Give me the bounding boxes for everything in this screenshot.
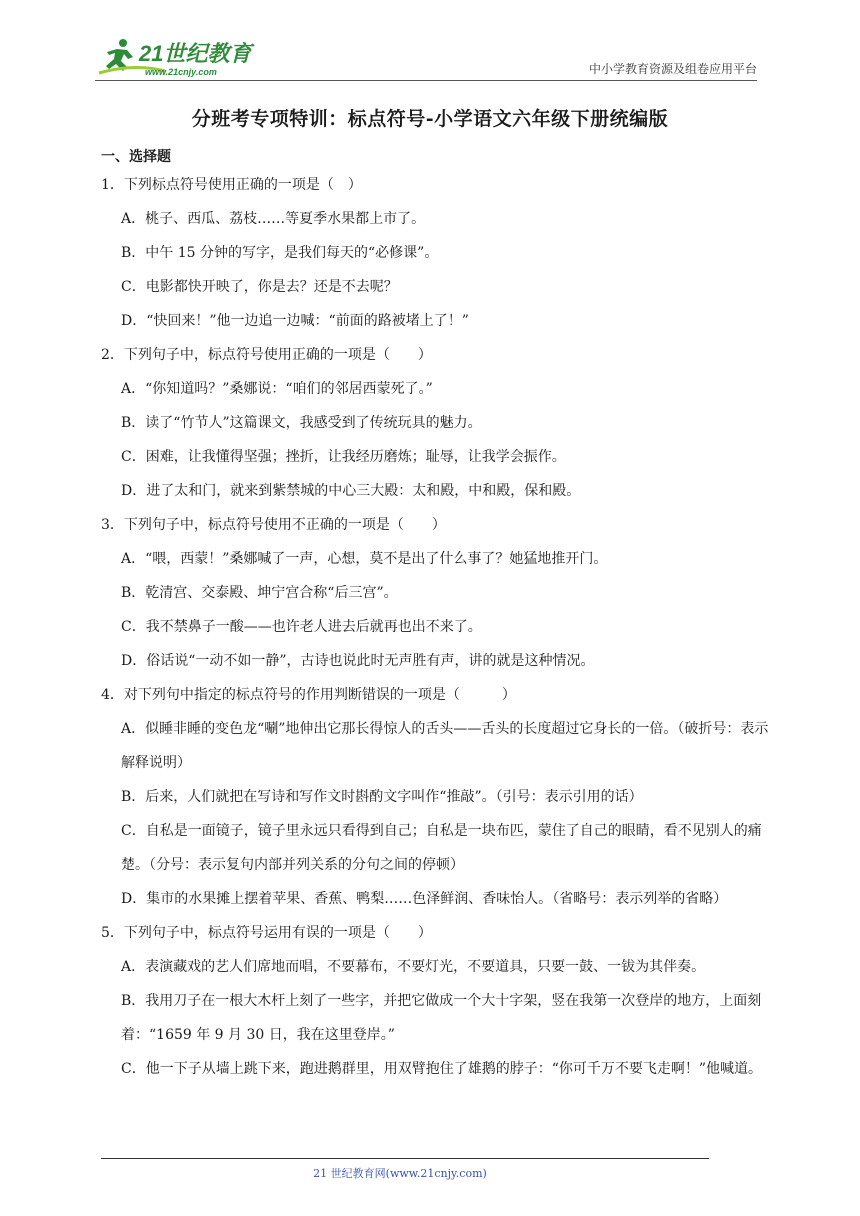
answer-option: C．自私是一面镜子，镜子里永远只看得到自己；自私是一块布匹，蒙住了自己的眼睛，看不见别人的痛楚。（分号：表示复句内部并列关系的分句之间的停顿）: [121, 823, 762, 873]
question-stem: 5．下列句子中，标点符号运用有误的一项是（ ）: [101, 925, 432, 941]
section-heading: 一、选择题: [101, 149, 171, 165]
answer-option: B．乾清宫、交泰殿、坤宁宫合称“后三宫”。: [121, 585, 398, 601]
header-divider: [95, 80, 757, 81]
answer-option: A．“你知道吗？”桑娜说：“咱们的邻居西蒙死了。”: [121, 381, 433, 397]
footer-source: 21 世纪教育网(www.21cnjy.com): [313, 1167, 487, 1180]
answer-option: B．中午 15 分钟的写字，是我们每天的“必修课”。: [121, 245, 439, 261]
answer-option: B．后来，人们就把在写诗和写作文时斟酌文字叫作“推敲”。（引号：表示引用的话）: [121, 789, 643, 805]
logo-url: www.21cnjy.com: [145, 67, 217, 77]
document-title: 分班考专项特训：标点符号-小学语文六年级下册统编版: [191, 108, 669, 130]
answer-option: D．集市的水果摊上摆着苹果、香蕉、鸭梨……色泽鲜润、香味怡人。（省略号：表示列举的省略）: [121, 891, 728, 907]
answer-option: D．俗话说“一动不如一静”，古诗也说此时无声胜有声，讲的就是这种情况。: [121, 653, 595, 669]
answer-option: C．困难，让我懂得坚强；挫折，让我经历磨炼；耻辱，让我学会振作。: [121, 449, 566, 465]
site-logo: [95, 35, 265, 79]
runner-logo-icon: [95, 35, 265, 79]
answer-option: A．似睡非睡的变色龙“唰”地伸出它那长得惊人的舌头——舌头的长度超过它身长的一倍。（破折号：表示解释说明）: [121, 721, 769, 771]
answer-option: A．表演藏戏的艺人们席地而唱，不要幕布，不要灯光，不要道具，只要一鼓、一钹为其伴奏。: [121, 959, 706, 975]
question-stem: 4．对下列句中指定的标点符号的作用判断错误的一项是（ ）: [101, 687, 516, 703]
answer-option: D．进了太和门，就来到紫禁城的中心三大殿：太和殿，中和殿，保和殿。: [121, 483, 581, 499]
answer-option: A．桃子、西瓜、荔枝……等夏季水果都上市了。: [121, 211, 426, 227]
question-stem: 1．下列标点符号使用正确的一项是（ ）: [101, 177, 362, 193]
answer-option: A．“喂，西蒙！”桑娜喊了一声，心想，莫不是出了什么事了？她猛地推开门。: [121, 551, 608, 567]
question-list: [101, 168, 781, 1086]
footer-divider: [101, 1158, 709, 1159]
page-header: [95, 30, 757, 80]
answer-option: B．我用刀子在一根大木杆上刻了一些字，并把它做成一个大十字架，竖在我第一次登岸的地方，上面刻着：“1659 年 9 月 30 日，我在这里登岸。”: [121, 993, 762, 1043]
platform-name: 中小学教育资源及组卷应用平台: [588, 62, 757, 76]
question-stem: 3．下列句子中，标点符号使用不正确的一项是（ ）: [101, 517, 446, 533]
answer-option: C．我不禁鼻子一酸——也许老人进去后就再也出不来了。: [121, 619, 482, 635]
answer-option: C．他一下子从墙上跳下来，跑进鹅群里，用双臂抱住了雄鹅的脖子：“你可千万不要飞走啊！”他喊道。: [121, 1061, 763, 1077]
answer-option: B．读了“竹节人”这篇课文，我感受到了传统玩具的魅力。: [121, 415, 482, 431]
answer-option: D．“快回来！”他一边追一边喊：“前面的路被堵上了！”: [121, 313, 469, 329]
question-stem: 2．下列句子中，标点符号使用正确的一项是（ ）: [101, 347, 432, 363]
logo-wordmark: 21世纪教育: [139, 41, 252, 66]
answer-option: C．电影都快开映了，你是去？还是不去呢？: [121, 279, 398, 295]
